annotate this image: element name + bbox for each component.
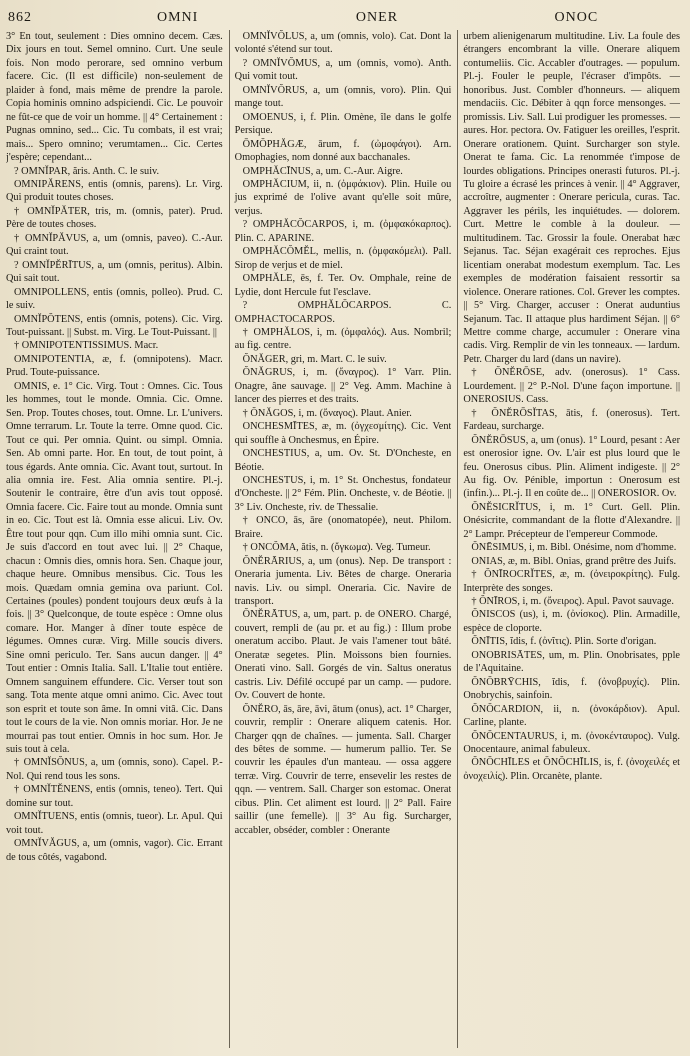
dictionary-entry: OMNIPĂRENS, entis (omnis, parens). Lr. Virg. Qui produit toutes choses.	[6, 178, 223, 204]
right-guide-word: ONOC	[554, 10, 599, 25]
dictionary-entry: OMNIPOLLENS, entis (omnis, polleo). Prud. C. le suiv.	[6, 286, 223, 312]
column-middle	[229, 30, 452, 1048]
running-head	[6, 10, 680, 32]
dictionary-entry: ŎNŎCENTAURUS, i, m. (ὀνοκένταυρος). Vulg. Onocentaure, animal fabuleux.	[463, 730, 681, 756]
dictionary-entry: ŎNĂGRUS, i, m. (ὄναγρος). 1° Varr. Plin. Onagre, âne sauvage. || 2° Veg. Amm. Machine à lancer des pierres et des traits.	[234, 367, 452, 406]
column-left	[6, 30, 223, 1048]
dictionary-entry: ? OMNĬPĔRĪTUS, a, um (omnis, peritus). Albin. Qui sait tout.	[6, 259, 223, 285]
dictionary-entry: OMPHĂCIUM, ii, n. (ὀμφάκιον). Plin. Huile ou jus exprimé de l'olive avant qu'elle soit mûre, verjus.	[234, 178, 452, 217]
dictionary-entry: ŌMŎPHĂGÆ, ārum, f. (ὠμοφάγοι). Arn. Omophagies, nom donné aux bacchanales.	[234, 138, 452, 164]
dictionary-entry: ŎNĔRŌSUS, a, um (onus). 1° Lourd, pesant : Aer est onerosior igne. Ov. L'air est plus lourd que le feu. Onerosus cibus. Plin. Aliment indigeste. || 2° Au fig. Ov. Pénible, importun : Onerosum est (infin.)... Pl.-j. Il en coûte de... || ONEROSIOR. Ov.	[463, 434, 681, 500]
dictionary-entry: † OMNĬTĔNENS, entis (omnis, teneo). Tert. Qui domine sur tout.	[6, 784, 223, 809]
dictionary-entry: OMNĬVŎRUS, a, um (omnis, voro). Plin. Qui mange tout.	[234, 84, 452, 110]
dictionary-entry: OMNĬVŎLUS, a, um (omnis, volo). Cat. Dont la volonté s'étend sur tout.	[234, 31, 452, 56]
dictionary-entry: ŎNĔRO, ās, āre, āvi, ātum (onus), act. 1° Charger, couvrir, remplir : Onerare aliquem catenis. Hor. Charger qqn de chaînes. — jumenta. Sall. Charger des bêtes de somme. — humerum pallio. Ter. Se couvrir les épaules d'un manteau. — ossa aggere terræ. Virg. Couvrir de terre, ensevelir les restes de qqn. — ventrem. Sall. Charger son estomac. Onerat cibus. Plin. Cet aliment est lourd. || 2° Pall. Faire saillir (une femelle). || 3° Au fig. Surcharger, accabler, obséder, combler : Onerante	[234, 703, 452, 836]
dictionary-entry: † ŎNĪROCRĬTES, æ, m. (ὀνειροκρίτης). Fulg. Interprète des songes.	[463, 569, 681, 594]
dictionary-entry: OMPHĂCĪNUS, a, um. C.-Aur. Aigre.	[242, 165, 403, 177]
dictionary-entry: † ONCO, ās, āre (onomatopée), neut. Philom. Braire.	[234, 515, 452, 540]
dictionary-entry: ONCHESMĪTES, æ, m. (ὀγχεσμίτης). Cic. Vent qui souffle à Onchesmus, en Épire.	[234, 421, 452, 446]
dictionary-entry: † ŎNĪROS, i, m. (ὄνειρος). Apul. Pavot sauvage.	[471, 596, 674, 608]
dictionary-entry: ŎNĪTIS, ĭdis, f. (ὀνῖτις). Plin. Sorte d'origan.	[471, 636, 657, 648]
dictionary-entry: urbem alienigenarum multitudine. Liv. La foule des étrangers encombrant la ville. Onerare aliquem contumeliis. Cic. Accabler d'outrages. — populum. Pl.-j. Fouler le peuple, l'écraser d'impôts. — honoribus. Just. Combler d'honneurs. — aliquem mendaciis. Cic. Débiter à qqn force mensonges. — promissis. Liv. Sall. Lui prodiguer les promesses. — aures. Hor. pectora. Ov. Fatiguer les oreilles, l'esprit. Onerare orationem. Quint. Surcharger son style. Onerat te fama. Cic. La renommée t'impose de lourdes obligations. Principes onerasti futuros. Pl.-j. Tu gloire a écrasé les princes à venir. || 4° Aggraver, accroître, augmenter : Onerare pericula, curas. Tac. Aggraver les périls, les inquiétudes. — dolorem. Curt. Mettre le comble à la douleur. — multitudinem. Tac. Grossir la foule. Onerabat hæc Sejanus. Tac. Séjan exagérait ces reproches. Ejus licentiam onerabat modestum exemplum. Tac. Les exemples de modération faisaient ressortir sa violence. Onerare rationes. Col. Grever les comptes. || 5° Virg. Charger, accuser : Onerat auduntius Sejanum. Tac. Il attaque plus hardiment Séjan. || 6° Mettre comme charge, accumuler : Onerare vina cadis. Virg. Remplir de vin les tonneaux. — lardum. Petr. Charger du lard (dans un navire).	[463, 31, 681, 365]
dictionary-entry: ŎNŎCHĪLES et ŎNŎCHĪLIS, is, f. (ὀνοχειλές et ὀνοχειλίς). Plin. Orcanète, plante.	[463, 757, 681, 782]
page-number: 862	[8, 10, 32, 25]
dictionary-entry: ŎNĔSICRĬTUS, i, m. 1° Curt. Gell. Plin. Onésicrite, commandant de la flotte d'Alexandre. || 2° Lampr. Précepteur de l'empereur Commode.	[463, 501, 681, 540]
dictionary-entry: ONIAS, æ, m. Bibl. Onias, grand prêtre des Juifs.	[471, 555, 677, 567]
dictionary-entry: † OMNĬSŎNUS, a, um (omnis, sono). Capel. P.-Nol. Qui rend tous les sons.	[6, 757, 223, 782]
dictionary-entry: OMNIPOTENTIA, æ, f. (omnipotens). Macr. Prud. Toute-puissance.	[6, 353, 223, 379]
center-guide-word: ONER	[355, 10, 399, 25]
dictionary-entry: † OMNĬPĂVUS, a, um (omnis, paveo). C.-Aur. Qui craint tout.	[6, 232, 223, 258]
dictionary-entry: ŎNĂGER, gri, m. Mart. C. le suiv.	[242, 353, 387, 365]
dictionary-entry: ŎNĔRĀRIUS, a, um (onus). Nep. De transport : Oneraria jumenta. Liv. Bêtes de charge. Oneraria navis. Liv. ou simpl. Oneraria. Cic. Navire de transport.	[234, 555, 452, 608]
dictionary-entry: ŎNŎCARDION, ii, n. (ὀνοκάρδιον). Apul. Carline, plante.	[463, 703, 681, 729]
dictionary-entry: OMNIS, e. 1° Cic. Virg. Tout : Omnes. Cic. Tous les hommes, tout le monde. Omnia. Cic. Omne. Sen. Prop. Toutes choses, tout. Omne. Lr. L'univers. Omne terrarum. Lr. Toute la terre. Omne quod. Cic. Tout ce qui. Per omnia. Quint. ou simpl. Omnia. Sen. Ab omni parte. Hor. En tout, de tout point, à tous égards. Ante omnia. Cic. Avant tout, surtout. In alia omnia ire. Fest. Alia omnia sentire. Pl.-j. Soutenir le contraire, être d'un avis tout opposé. Omnia facere. Cic. Faire tout au monde. Omnia sunt in eo. Cic. Tout est là. Omnia esse alicui. Liv. Ov. Être tout pour qqn. Cum illo mihi omnia sunt. Cic. Je suis d'accord en tout avec lui. || 2° Chaque, chacun : Omnis dies, omnis hora. Sen. Chaque jour, chaque heure. Omnibus mensibus. Cic. Tous les mois. Quædam omnia gemina ova pariunt. Col. Certaines (poules) pondent toujours deux œufs à la fois. || 3° Quelconque, de toute espèce : Omne olus comare. Hor. Manger à dîner toute espèce de légumes. Omnes curæ. Virg. Mille soucis divers. Sine omni periculo. Ter. Sans aucun danger. || 4° Tout entier : Omnis Italia. Sall. L'Italie tout entière. Omnem sanguinem effundere. Cic. Verser tout son sang. Tota mente atque omni animo. Cic. Avec tout son esprit et toute son âme. In omni vitâ. Cic. Dans tout le cours de la vie. Non omnis moriar. Hor. Je ne mourrai pas tout entier. Omnis in hoc sum. Hor. Je suis tout à cela.	[6, 380, 223, 756]
dictionary-entry: † ŎNĔRŌSE, adv. (onerosus). 1° Cass. Lourdement. || 2° P.-Nol. D'une façon importune. || ONEROSIUS. Cass.	[463, 367, 681, 406]
dictionary-entry: OMNĬTUENS, entis (omnis, tueor). Lr. Apul. Qui voit tout.	[6, 811, 223, 836]
dictionary-entry: † ŎNĔRŌSĬTAS, ātis, f. (onerosus). Tert. Fardeau, surcharge.	[463, 407, 681, 433]
dictionary-entry: ONCHESTIUS, a, um. Ov. St. D'Oncheste, en Béotie.	[234, 448, 452, 473]
dictionary-entry: † ONCŎMA, ătis, n. (ὄγκωμα). Veg. Tumeur.	[242, 542, 431, 554]
dictionary-entry: ONOBRISĀTES, um, m. Plin. Onobrisates, pple de l'Aquitaine.	[463, 649, 681, 675]
dictionary-entry: ? OMNĬPAR, ăris. Anth. C. le suiv.	[14, 165, 160, 177]
dictionary-entry: ŎNISCOS (us), i, m. (ὀνίσκος). Plin. Armadille, espèce de cloporte.	[463, 609, 681, 634]
dictionary-entry: OMOENUS, i, f. Plin. Omène, île dans le golfe Persique.	[234, 111, 452, 137]
dictionary-entry: ONCHESTUS, i, m. 1° St. Onchestus, fondateur d'Oncheste. || 2° Fém. Plin. Oncheste, v. de Béotie. || 3° Liv. Oncheste, riv. de Thessalie.	[234, 474, 452, 513]
dictionary-entry: † OMNĬPĂTER, tris, m. (omnis, pater). Prud. Père de toutes choses.	[6, 205, 223, 231]
text-columns	[6, 30, 680, 1048]
dictionary-entry: ŎNĔRĀTUS, a, um, part. p. de ONERO. Chargé, couvert, rempli de (au pr. et au fig.) : Illum probe oneratum accibo. Plaut. Je vais l'amener tout bâté. Oneratæ segetes. Plin. Moissons bien fournies. Onerati vino. Sall. Gorgés de vin. Saltus oneratus castris. Liv. Défilé occupé par un camp. — pudore. Ov. Couvert de honte.	[234, 609, 452, 702]
dictionary-entry: ? OMPHĂLŎCARPOS. C. OMPHACTOCARPOS.	[234, 300, 452, 325]
dictionary-entry: † OMPHĂLOS, i, m. (ὀμφαλός). Aus. Nombril; au fig. centre.	[234, 326, 452, 352]
dictionary-entry: OMNĬVĂGUS, a, um (omnis, vagor). Cic. Errant de tous côtés, vagabond.	[6, 838, 223, 863]
dictionary-entry: ? OMPHĂCŎCARPOS, i, m. (ὀμφακόκαρπος). Plin. C. APARINE.	[234, 219, 452, 244]
dictionary-entry: † OMNIPOTENTISSIMUS. Macr.	[14, 340, 159, 352]
dictionary-entry: OMPHĂCŎMĔL, mellis, n. (ὀμφακόμελι). Pall. Sirop de verjus et de miel.	[234, 246, 452, 271]
dictionary-entry: † ŎNĂGOS, i, m. (ὄναγος). Plaut. Anier.	[242, 407, 412, 419]
dictionary-entry: OMNĬPŎTENS, entis (omnis, potens). Cic. Virg. Tout-puissant. || Subst. m. Virg. Le Tout-Puissant. ||	[6, 313, 223, 338]
dictionary-entry: ŎNŎBRȲCHIS, ĭdis, f. (ὀνοβρυχίς). Plin. Onobrychis, sainfoin.	[463, 676, 681, 702]
dictionary-entry: ŎNĒSIMUS, i, m. Bibl. Onésime, nom d'homme.	[471, 542, 677, 554]
dictionary-entry: OMPHĂLE, ēs, f. Ter. Ov. Omphale, reine de Lydie, dont Hercule fut l'esclave.	[234, 273, 452, 298]
column-right	[457, 30, 680, 1048]
dictionary-entry: 3° En tout, seulement : Dies omnino decem. Cæs. Dix jours en tout. Semel omnino. Curt. Une seule fois. Non modo perorare, sed omnino verbum facere. Cic. (Il est difficile) non-seulement de plaider à fond, mais même de prendre la parole. Copia hominis omnino adspiciendi. Cic. Le pouvoir ne fût-ce que de voir un homme. || 4° Certainement : Pugnas omnino, sed... Cic. Tu combats, il est vrai; mais... Spero omnino; verumtamen... Cic. Certes j'espère; cependant...	[6, 31, 223, 164]
dictionary-entry: ? OMNĬVŎMUS, a, um (omnis, vomo). Anth. Qui vomit tout.	[234, 57, 452, 83]
left-guide-word: OMNI	[156, 10, 199, 25]
